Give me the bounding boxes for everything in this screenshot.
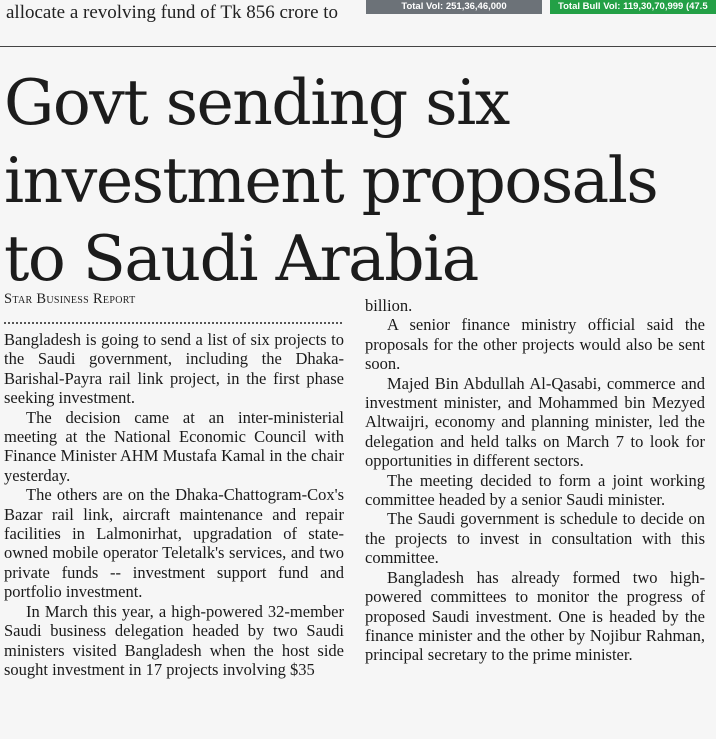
- paragraph: Bangladesh has already formed two high-powered committees to monitor the progress of proposed Saudi investment. One is headed by the finance minister and the other by Nojibur Rahman, principal secretary to the prime minister.: [365, 567, 705, 665]
- paragraph: Bangladesh is going to send a list of six projects to the Saudi government, including the Dhaka-Barishal-Payra rail link project, in the first phase seeking investment.: [4, 330, 344, 408]
- article-headline: [4, 64, 716, 298]
- paragraph: The decision came at an inter-ministerial meeting at the National Economic Council with Finance Minister AHM Mustafa Kamal in the chair yesterday.: [4, 407, 344, 485]
- paragraph: billion.: [365, 296, 413, 315]
- headline-line-1: Govt sending six: [4, 66, 509, 139]
- dotted-divider: [4, 322, 342, 324]
- paragraph: A senior finance ministry official said the proposals for the other projects would also be sent soon.: [365, 315, 705, 374]
- article-column-1: [4, 330, 344, 679]
- ticker-total-volume: Total Vol: 251,36,46,000: [366, 0, 542, 14]
- previous-story-line: allocate a revolving fund of Tk 856 crore to: [6, 2, 339, 23]
- paragraph: The Saudi government is schedule to decide on the projects to invest in consultation with this committee.: [365, 509, 705, 568]
- stock-ticker: [366, 0, 716, 18]
- headline-line-3: to Saudi Arabia: [4, 222, 478, 295]
- top-divider: [0, 46, 716, 47]
- headline-line-2: investment proposals: [4, 144, 658, 217]
- paragraph: The others are on the Dhaka-Chattogram-Cox's Bazar rail link, aircraft maintenance and repair facilities in Lalmonirhat, upgradation of state-owned mobile operator Teletalk's services, and two private funds -- investment support fund and portfolio investment.: [4, 485, 344, 602]
- top-strip: [0, 0, 716, 30]
- ticker-total-bull-volume: Total Bull Vol: 119,30,70,999 (47.5: [550, 0, 716, 14]
- paragraph: Majed Bin Abdullah Al-Qasabi, commerce and investment minister, and Mohammed bin Mezyed Altwaijri, economy and planning minister, led the delegation and held talks on March 7 to look for opportunities in different sectors.: [365, 373, 705, 471]
- article-column-2: [365, 296, 705, 665]
- byline: Star Business Report: [4, 291, 136, 307]
- paragraph: In March this year, a high-powered 32-member Saudi business delegation headed by two Saudi ministers visited Bangladesh when the host side sought investment in 17 projects involving $35: [4, 601, 344, 679]
- paragraph: The meeting decided to form a joint working committee headed by a senior Saudi minister.: [365, 470, 705, 510]
